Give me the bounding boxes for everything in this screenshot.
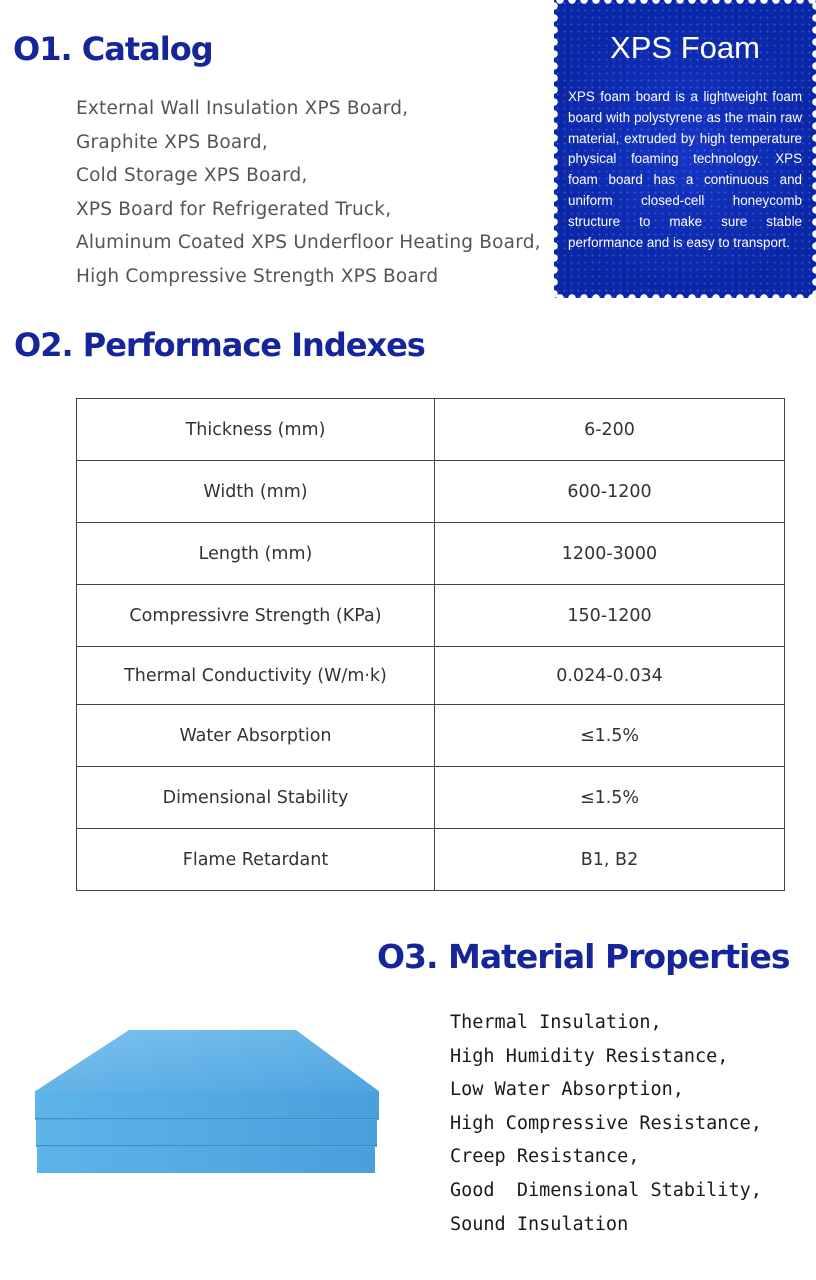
row-value: ≤1.5% <box>435 767 785 829</box>
catalog-item: Aluminum Coated XPS Underfloor Heating Board, <box>76 232 541 254</box>
material-heading: O3. Material Properties <box>377 937 790 976</box>
table-row <box>77 767 785 829</box>
material-properties-list <box>450 1006 762 1241</box>
table-row <box>77 829 785 891</box>
xps-foam-title: XPS Foam <box>610 30 760 65</box>
material-item: Thermal Insulation, <box>450 1012 662 1033</box>
material-item: Low Water Absorption, <box>450 1079 684 1101</box>
row-label: Flame Retardant <box>77 829 435 891</box>
table-row <box>77 705 785 767</box>
row-label: Compressivre Strength (KPa) <box>77 585 435 647</box>
catalog-item: XPS Board for Refrigerated Truck, <box>76 198 392 220</box>
row-value: B1, B2 <box>435 829 785 891</box>
row-label: Width (mm) <box>77 461 435 523</box>
stamp-edge <box>554 293 816 298</box>
row-value: ≤1.5% <box>435 705 785 767</box>
table-row <box>77 647 785 705</box>
material-item: Creep Resistance, <box>450 1146 640 1168</box>
xps-board-image <box>34 1028 380 1176</box>
catalog-item: Cold Storage XPS Board, <box>76 165 308 187</box>
stamp-edge <box>554 0 816 5</box>
row-value: 0.024-0.034 <box>435 647 785 705</box>
row-label: Thermal Conductivity (W/m·k) <box>77 647 435 705</box>
catalog-item: High Compressive Strength XPS Board <box>76 265 439 287</box>
table-row <box>77 399 785 461</box>
material-item: Sound Insulation <box>450 1213 629 1235</box>
performance-table <box>76 398 785 891</box>
row-label: Water Absorption <box>77 705 435 767</box>
row-label: Dimensional Stability <box>77 767 435 829</box>
row-value: 6-200 <box>435 399 785 461</box>
catalog-list <box>76 94 541 296</box>
row-value: 1200-3000 <box>435 523 785 585</box>
catalog-item: External Wall Insulation XPS Board, <box>76 98 409 119</box>
material-item: High Humidity Resistance, <box>450 1045 729 1067</box>
xps-foam-description: XPS foam board is a lightweight foam board with polystyrene as the main raw material, extruded by high temperature physical foaming technology. XPS foam board has a continuous and uniform closed-cell honeycomb structure to make sure stable performance and is easy to transport. <box>568 89 802 250</box>
table-row <box>77 461 785 523</box>
xps-foam-panel <box>554 0 816 298</box>
row-label: Thickness (mm) <box>77 399 435 461</box>
catalog-heading: O1. Catalog <box>13 30 213 68</box>
performance-heading: O2. Performace Indexes <box>14 326 425 364</box>
material-item: High Compressive Resistance, <box>450 1112 762 1134</box>
row-value: 600-1200 <box>435 461 785 523</box>
material-item: Good Dimensional Stability, <box>450 1179 762 1201</box>
table-row <box>77 523 785 585</box>
row-label: Length (mm) <box>77 523 435 585</box>
table-row <box>77 585 785 647</box>
row-value: 150-1200 <box>435 585 785 647</box>
catalog-item: Graphite XPS Board, <box>76 131 268 153</box>
